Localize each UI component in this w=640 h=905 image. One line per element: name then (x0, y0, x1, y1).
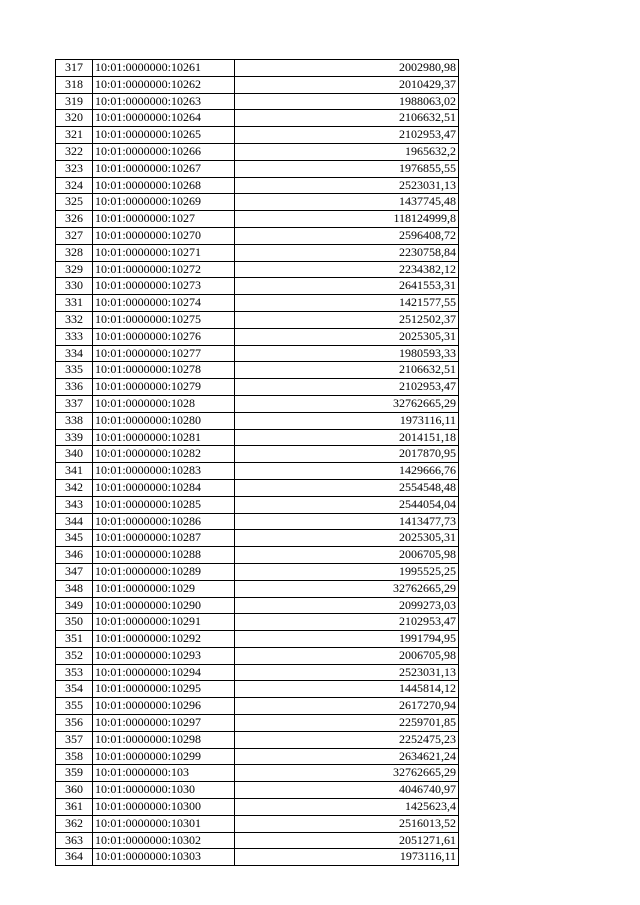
table-row (56, 278, 459, 295)
amount-cell: 2596408,72 (235, 227, 459, 244)
row-number-cell: 362 (56, 815, 93, 832)
amount-cell: 32762665,29 (235, 395, 459, 412)
amount-cell: 2234382,12 (235, 261, 459, 278)
cadastral-number-cell: 10:01:0000000:1030 (93, 782, 235, 799)
row-number-cell: 344 (56, 513, 93, 530)
cadastral-number-cell: 10:01:0000000:10277 (93, 345, 235, 362)
amount-cell: 2252475,23 (235, 731, 459, 748)
table-row (56, 463, 459, 480)
amount-cell: 1437745,48 (235, 194, 459, 211)
table-row (56, 563, 459, 580)
cadastral-number-cell: 10:01:0000000:10282 (93, 446, 235, 463)
cadastral-number-cell: 10:01:0000000:10287 (93, 530, 235, 547)
cadastral-number-cell: 10:01:0000000:10279 (93, 379, 235, 396)
cadastral-number-cell: 10:01:0000000:10265 (93, 127, 235, 144)
table-row (56, 194, 459, 211)
amount-cell: 32762665,29 (235, 765, 459, 782)
amount-cell: 1988063,02 (235, 93, 459, 110)
amount-cell: 2634621,24 (235, 748, 459, 765)
amount-cell: 2002980,98 (235, 60, 459, 77)
row-number-cell: 356 (56, 715, 93, 732)
cadastral-number-cell: 10:01:0000000:1028 (93, 395, 235, 412)
table-row (56, 597, 459, 614)
cadastral-number-cell: 10:01:0000000:10285 (93, 496, 235, 513)
cadastral-number-cell: 10:01:0000000:10290 (93, 597, 235, 614)
row-number-cell: 332 (56, 311, 93, 328)
table-row (56, 799, 459, 816)
row-number-cell: 329 (56, 261, 93, 278)
cadastral-number-cell: 10:01:0000000:10281 (93, 429, 235, 446)
amount-cell: 2102953,47 (235, 614, 459, 631)
row-number-cell: 349 (56, 597, 93, 614)
table-row (56, 177, 459, 194)
table-row (56, 647, 459, 664)
cadastral-number-cell: 10:01:0000000:10268 (93, 177, 235, 194)
cadastral-number-cell: 10:01:0000000:10272 (93, 261, 235, 278)
amount-cell: 2512502,37 (235, 311, 459, 328)
row-number-cell: 320 (56, 110, 93, 127)
amount-cell: 4046740,97 (235, 782, 459, 799)
row-number-cell: 325 (56, 194, 93, 211)
amount-cell: 1413477,73 (235, 513, 459, 530)
row-number-cell: 342 (56, 479, 93, 496)
row-number-cell: 353 (56, 664, 93, 681)
table-row (56, 76, 459, 93)
row-number-cell: 321 (56, 127, 93, 144)
table-row (56, 227, 459, 244)
amount-cell: 1965632,2 (235, 143, 459, 160)
table-row (56, 446, 459, 463)
amount-cell: 2544054,04 (235, 496, 459, 513)
cadastral-number-cell: 10:01:0000000:10284 (93, 479, 235, 496)
row-number-cell: 357 (56, 731, 93, 748)
table-row (56, 614, 459, 631)
row-number-cell: 323 (56, 160, 93, 177)
row-number-cell: 352 (56, 647, 93, 664)
cadastral-number-cell: 10:01:0000000:10271 (93, 244, 235, 261)
row-number-cell: 318 (56, 76, 93, 93)
cadastral-number-cell: 10:01:0000000:10274 (93, 295, 235, 312)
row-number-cell: 335 (56, 362, 93, 379)
table-row (56, 160, 459, 177)
cadastral-number-cell: 10:01:0000000:10298 (93, 731, 235, 748)
cadastral-number-cell: 10:01:0000000:1029 (93, 580, 235, 597)
cadastral-number-cell: 10:01:0000000:10299 (93, 748, 235, 765)
cadastral-number-cell: 10:01:0000000:10275 (93, 311, 235, 328)
table-row (56, 731, 459, 748)
table-row (56, 530, 459, 547)
table-row (56, 664, 459, 681)
registry-table-body (56, 60, 459, 866)
amount-cell: 2106632,51 (235, 362, 459, 379)
amount-cell: 2617270,94 (235, 698, 459, 715)
amount-cell: 1991794,95 (235, 631, 459, 648)
table-row (56, 362, 459, 379)
row-number-cell: 360 (56, 782, 93, 799)
row-number-cell: 330 (56, 278, 93, 295)
row-number-cell: 354 (56, 681, 93, 698)
amount-cell: 2006705,98 (235, 647, 459, 664)
cadastral-number-cell: 10:01:0000000:103 (93, 765, 235, 782)
cadastral-number-cell: 10:01:0000000:1027 (93, 211, 235, 228)
row-number-cell: 358 (56, 748, 93, 765)
amount-cell: 2523031,13 (235, 177, 459, 194)
amount-cell: 1421577,55 (235, 295, 459, 312)
amount-cell: 1976855,55 (235, 160, 459, 177)
amount-cell: 2523031,13 (235, 664, 459, 681)
cadastral-number-cell: 10:01:0000000:10278 (93, 362, 235, 379)
row-number-cell: 345 (56, 530, 93, 547)
row-number-cell: 350 (56, 614, 93, 631)
table-row (56, 748, 459, 765)
cadastral-number-cell: 10:01:0000000:10286 (93, 513, 235, 530)
cadastral-number-cell: 10:01:0000000:10289 (93, 563, 235, 580)
row-number-cell: 348 (56, 580, 93, 597)
table-row (56, 681, 459, 698)
amount-cell: 1973116,11 (235, 412, 459, 429)
table-row (56, 832, 459, 849)
row-number-cell: 364 (56, 849, 93, 866)
cadastral-number-cell: 10:01:0000000:10303 (93, 849, 235, 866)
row-number-cell: 340 (56, 446, 93, 463)
table-row (56, 143, 459, 160)
cadastral-number-cell: 10:01:0000000:10270 (93, 227, 235, 244)
table-row (56, 244, 459, 261)
amount-cell: 2025305,31 (235, 530, 459, 547)
cadastral-number-cell: 10:01:0000000:10283 (93, 463, 235, 480)
amount-cell: 2106632,51 (235, 110, 459, 127)
registry-table (55, 59, 459, 866)
amount-cell: 2230758,84 (235, 244, 459, 261)
amount-cell: 2051271,61 (235, 832, 459, 849)
cadastral-number-cell: 10:01:0000000:10273 (93, 278, 235, 295)
row-number-cell: 361 (56, 799, 93, 816)
table-row (56, 127, 459, 144)
cadastral-number-cell: 10:01:0000000:10288 (93, 547, 235, 564)
table-row (56, 345, 459, 362)
cadastral-number-cell: 10:01:0000000:10294 (93, 664, 235, 681)
amount-cell: 2014151,18 (235, 429, 459, 446)
row-number-cell: 327 (56, 227, 93, 244)
table-row (56, 60, 459, 77)
table-row (56, 261, 459, 278)
row-number-cell: 337 (56, 395, 93, 412)
amount-cell: 1973116,11 (235, 849, 459, 866)
cadastral-number-cell: 10:01:0000000:10276 (93, 328, 235, 345)
amount-cell: 1429666,76 (235, 463, 459, 480)
row-number-cell: 336 (56, 379, 93, 396)
row-number-cell: 363 (56, 832, 93, 849)
cadastral-number-cell: 10:01:0000000:10293 (93, 647, 235, 664)
amount-cell: 1445814,12 (235, 681, 459, 698)
row-number-cell: 319 (56, 93, 93, 110)
row-number-cell: 331 (56, 295, 93, 312)
cadastral-number-cell: 10:01:0000000:10263 (93, 93, 235, 110)
table-row (56, 395, 459, 412)
table-row (56, 698, 459, 715)
amount-cell: 1425623,4 (235, 799, 459, 816)
amount-cell: 2259701,85 (235, 715, 459, 732)
row-number-cell: 359 (56, 765, 93, 782)
row-number-cell: 317 (56, 60, 93, 77)
table-row (56, 496, 459, 513)
cadastral-number-cell: 10:01:0000000:10280 (93, 412, 235, 429)
cadastral-number-cell: 10:01:0000000:10264 (93, 110, 235, 127)
row-number-cell: 322 (56, 143, 93, 160)
amount-cell: 118124999,8 (235, 211, 459, 228)
row-number-cell: 333 (56, 328, 93, 345)
cadastral-number-cell: 10:01:0000000:10269 (93, 194, 235, 211)
amount-cell: 2102953,47 (235, 127, 459, 144)
row-number-cell: 324 (56, 177, 93, 194)
table-row (56, 110, 459, 127)
table-row (56, 547, 459, 564)
table-row (56, 765, 459, 782)
table-row (56, 479, 459, 496)
table-row (56, 211, 459, 228)
amount-cell: 1995525,25 (235, 563, 459, 580)
table-row (56, 93, 459, 110)
table-row (56, 295, 459, 312)
amount-cell: 1980593,33 (235, 345, 459, 362)
row-number-cell: 343 (56, 496, 93, 513)
cadastral-number-cell: 10:01:0000000:10291 (93, 614, 235, 631)
cadastral-number-cell: 10:01:0000000:10266 (93, 143, 235, 160)
amount-cell: 2099273,03 (235, 597, 459, 614)
amount-cell: 2010429,37 (235, 76, 459, 93)
amount-cell: 32762665,29 (235, 580, 459, 597)
table-row (56, 715, 459, 732)
cadastral-number-cell: 10:01:0000000:10302 (93, 832, 235, 849)
cadastral-number-cell: 10:01:0000000:10292 (93, 631, 235, 648)
cadastral-number-cell: 10:01:0000000:10297 (93, 715, 235, 732)
row-number-cell: 346 (56, 547, 93, 564)
amount-cell: 2025305,31 (235, 328, 459, 345)
cadastral-number-cell: 10:01:0000000:10300 (93, 799, 235, 816)
cadastral-number-cell: 10:01:0000000:10267 (93, 160, 235, 177)
table-row (56, 412, 459, 429)
amount-cell: 2554548,48 (235, 479, 459, 496)
amount-cell: 2641553,31 (235, 278, 459, 295)
row-number-cell: 338 (56, 412, 93, 429)
table-row (56, 311, 459, 328)
row-number-cell: 351 (56, 631, 93, 648)
amount-cell: 2102953,47 (235, 379, 459, 396)
cadastral-number-cell: 10:01:0000000:10261 (93, 60, 235, 77)
table-row (56, 379, 459, 396)
row-number-cell: 341 (56, 463, 93, 480)
cadastral-number-cell: 10:01:0000000:10301 (93, 815, 235, 832)
row-number-cell: 355 (56, 698, 93, 715)
row-number-cell: 328 (56, 244, 93, 261)
cadastral-number-cell: 10:01:0000000:10295 (93, 681, 235, 698)
table-row (56, 580, 459, 597)
table-row (56, 429, 459, 446)
table-row (56, 631, 459, 648)
table-row (56, 513, 459, 530)
table-row (56, 849, 459, 866)
table-row (56, 328, 459, 345)
table-row (56, 782, 459, 799)
table-row (56, 815, 459, 832)
row-number-cell: 339 (56, 429, 93, 446)
row-number-cell: 334 (56, 345, 93, 362)
row-number-cell: 326 (56, 211, 93, 228)
amount-cell: 2006705,98 (235, 547, 459, 564)
row-number-cell: 347 (56, 563, 93, 580)
amount-cell: 2516013,52 (235, 815, 459, 832)
amount-cell: 2017870,95 (235, 446, 459, 463)
cadastral-number-cell: 10:01:0000000:10296 (93, 698, 235, 715)
cadastral-number-cell: 10:01:0000000:10262 (93, 76, 235, 93)
